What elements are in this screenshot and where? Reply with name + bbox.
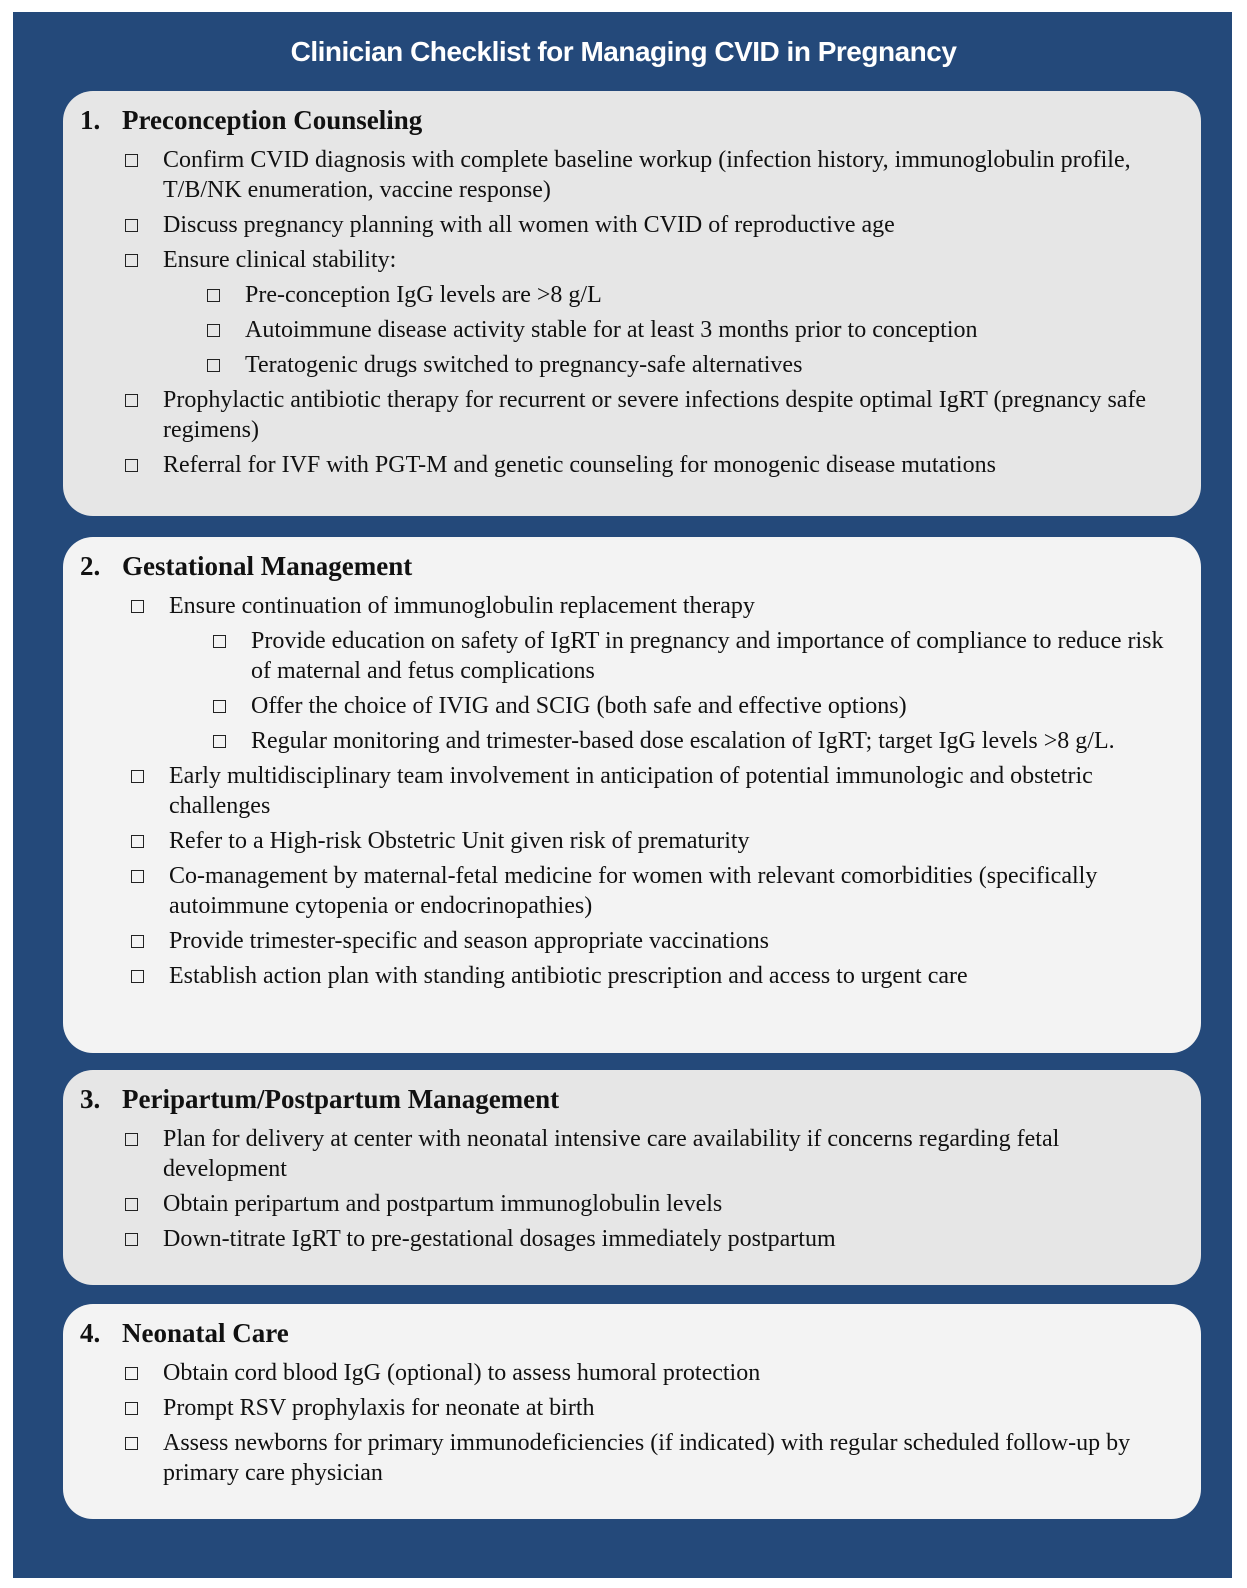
section-peripartum-postpartum-management — [63, 1070, 1201, 1285]
checklist-item[interactable] — [63, 591, 1201, 621]
checklist — [63, 145, 1201, 485]
section-number: 3. — [80, 1084, 101, 1114]
checklist-subitem[interactable] — [63, 626, 1201, 686]
checklist-item[interactable] — [63, 1124, 1201, 1184]
checkbox[interactable] — [125, 394, 138, 407]
checkbox[interactable] — [125, 1402, 138, 1415]
section-number: 1. — [80, 105, 101, 135]
checklist — [63, 1124, 1201, 1259]
checklist-item[interactable] — [63, 961, 1201, 991]
section-title: Preconception Counseling — [122, 105, 423, 135]
section-heading — [80, 551, 412, 582]
checkbox[interactable] — [125, 1233, 138, 1246]
item-text: Pre-conception IgG levels are >8 g/L — [245, 282, 602, 308]
checkbox[interactable] — [213, 700, 226, 713]
checklist-item[interactable] — [63, 761, 1201, 821]
checklist-item[interactable] — [63, 861, 1201, 921]
section-gestational-management — [63, 537, 1201, 1053]
checklist — [63, 1358, 1201, 1493]
checklist-item[interactable] — [63, 1189, 1201, 1219]
item-text: Obtain cord blood IgG (optional) to assess humoral protection — [163, 1360, 761, 1386]
item-text: Autoimmune disease activity stable for at least 3 months prior to conception — [245, 317, 978, 343]
item-text: Co-management by maternal-fetal medicine for women with relevant comorbidities (specifically autoimmune cytopenia or endocrinopathies) — [169, 863, 1098, 919]
section-neonatal-care — [63, 1304, 1201, 1519]
item-text: Offer the choice of IVIG and SCIG (both safe and effective options) — [251, 693, 907, 719]
checkbox[interactable] — [131, 870, 144, 883]
checklist-item[interactable] — [63, 210, 1201, 240]
item-text: Regular monitoring and trimester-based dose escalation of IgRT; target IgG levels >8 g/L. — [251, 728, 1115, 754]
item-text: Early multidisciplinary team involvement in anticipation of potential immunologic and obstetric challenges — [169, 763, 1093, 819]
checkbox[interactable] — [125, 219, 138, 232]
checkbox[interactable] — [125, 154, 138, 167]
section-title: Peripartum/Postpartum Management — [122, 1084, 560, 1114]
section-title: Gestational Management — [122, 551, 413, 581]
checkbox[interactable] — [207, 289, 220, 302]
checkbox[interactable] — [207, 359, 220, 372]
checklist-item[interactable] — [63, 1224, 1201, 1254]
section-preconception-counseling — [63, 91, 1201, 516]
checkbox[interactable] — [213, 735, 226, 748]
checklist-item[interactable] — [63, 1393, 1201, 1423]
checkbox[interactable] — [213, 635, 226, 648]
page-title: Clinician Checklist for Managing CVID in Pregnancy — [290, 36, 957, 67]
section-heading — [80, 1318, 289, 1349]
checklist-subitem[interactable] — [63, 315, 1201, 345]
checklist-item[interactable] — [63, 926, 1201, 956]
checklist-item[interactable] — [63, 145, 1201, 205]
checklist-item[interactable] — [63, 450, 1201, 480]
checklist-item[interactable] — [63, 1428, 1201, 1488]
checkbox[interactable] — [131, 770, 144, 783]
item-text: Teratogenic drugs switched to pregnancy-safe alternatives — [245, 352, 803, 378]
item-text: Assess newborns for primary immunodeficiencies (if indicated) with regular scheduled follow-up by primary care physician — [163, 1430, 1131, 1486]
checklist-item[interactable] — [63, 385, 1201, 445]
checkbox[interactable] — [125, 459, 138, 472]
item-text: Ensure clinical stability: — [163, 247, 397, 273]
item-text: Establish action plan with standing antibiotic prescription and access to urgent care — [169, 963, 968, 989]
checklist-subitem[interactable] — [63, 726, 1201, 756]
item-text: Down-titrate IgRT to pre-gestational dosages immediately postpartum — [163, 1226, 836, 1252]
item-text: Ensure continuation of immunoglobulin replacement therapy — [169, 593, 755, 619]
checkbox[interactable] — [131, 600, 144, 613]
item-text: Obtain peripartum and postpartum immunoglobulin levels — [163, 1191, 723, 1217]
section-heading — [80, 105, 422, 136]
section-title: Neonatal Care — [122, 1318, 289, 1348]
section-number: 4. — [80, 1318, 101, 1348]
checkbox[interactable] — [131, 970, 144, 983]
checklist-item[interactable] — [63, 245, 1201, 275]
item-text: Discuss pregnancy planning with all women with CVID of reproductive age — [163, 212, 895, 238]
item-text: Referral for IVF with PGT-M and genetic counseling for monogenic disease mutations — [163, 452, 996, 478]
checklist-subitem[interactable] — [63, 350, 1201, 380]
checklist-subitem[interactable] — [63, 280, 1201, 310]
checklist-item[interactable] — [63, 826, 1201, 856]
item-text: Provide trimester-specific and season appropriate vaccinations — [169, 928, 769, 954]
checkbox[interactable] — [125, 1133, 138, 1146]
checkbox[interactable] — [125, 1367, 138, 1380]
checkbox[interactable] — [125, 254, 138, 267]
item-text: Confirm CVID diagnosis with complete baseline workup (infection history, immunoglobulin profile, T/B/NK enumeration, vaccine response) — [163, 147, 1131, 203]
checkbox[interactable] — [131, 935, 144, 948]
checklist-item[interactable] — [63, 1358, 1201, 1388]
section-heading — [80, 1084, 559, 1115]
item-text: Prompt RSV prophylaxis for neonate at birth — [163, 1395, 595, 1421]
checklist-subitem[interactable] — [63, 691, 1201, 721]
item-text: Plan for delivery at center with neonatal intensive care availability if concerns regarding fetal development — [163, 1126, 1060, 1182]
item-text: Refer to a High-risk Obstetric Unit given risk of prematurity — [169, 828, 750, 854]
section-number: 2. — [80, 551, 101, 581]
checkbox[interactable] — [125, 1198, 138, 1211]
checklist — [63, 591, 1201, 996]
item-text: Prophylactic antibiotic therapy for recurrent or severe infections despite optimal IgRT (pregnancy safe regimens) — [163, 387, 1147, 443]
item-text: Provide education on safety of IgRT in pregnancy and importance of compliance to reduce risk of maternal and fetus complications — [251, 628, 1164, 684]
checkbox[interactable] — [207, 324, 220, 337]
checkbox[interactable] — [125, 1437, 138, 1450]
checkbox[interactable] — [131, 835, 144, 848]
